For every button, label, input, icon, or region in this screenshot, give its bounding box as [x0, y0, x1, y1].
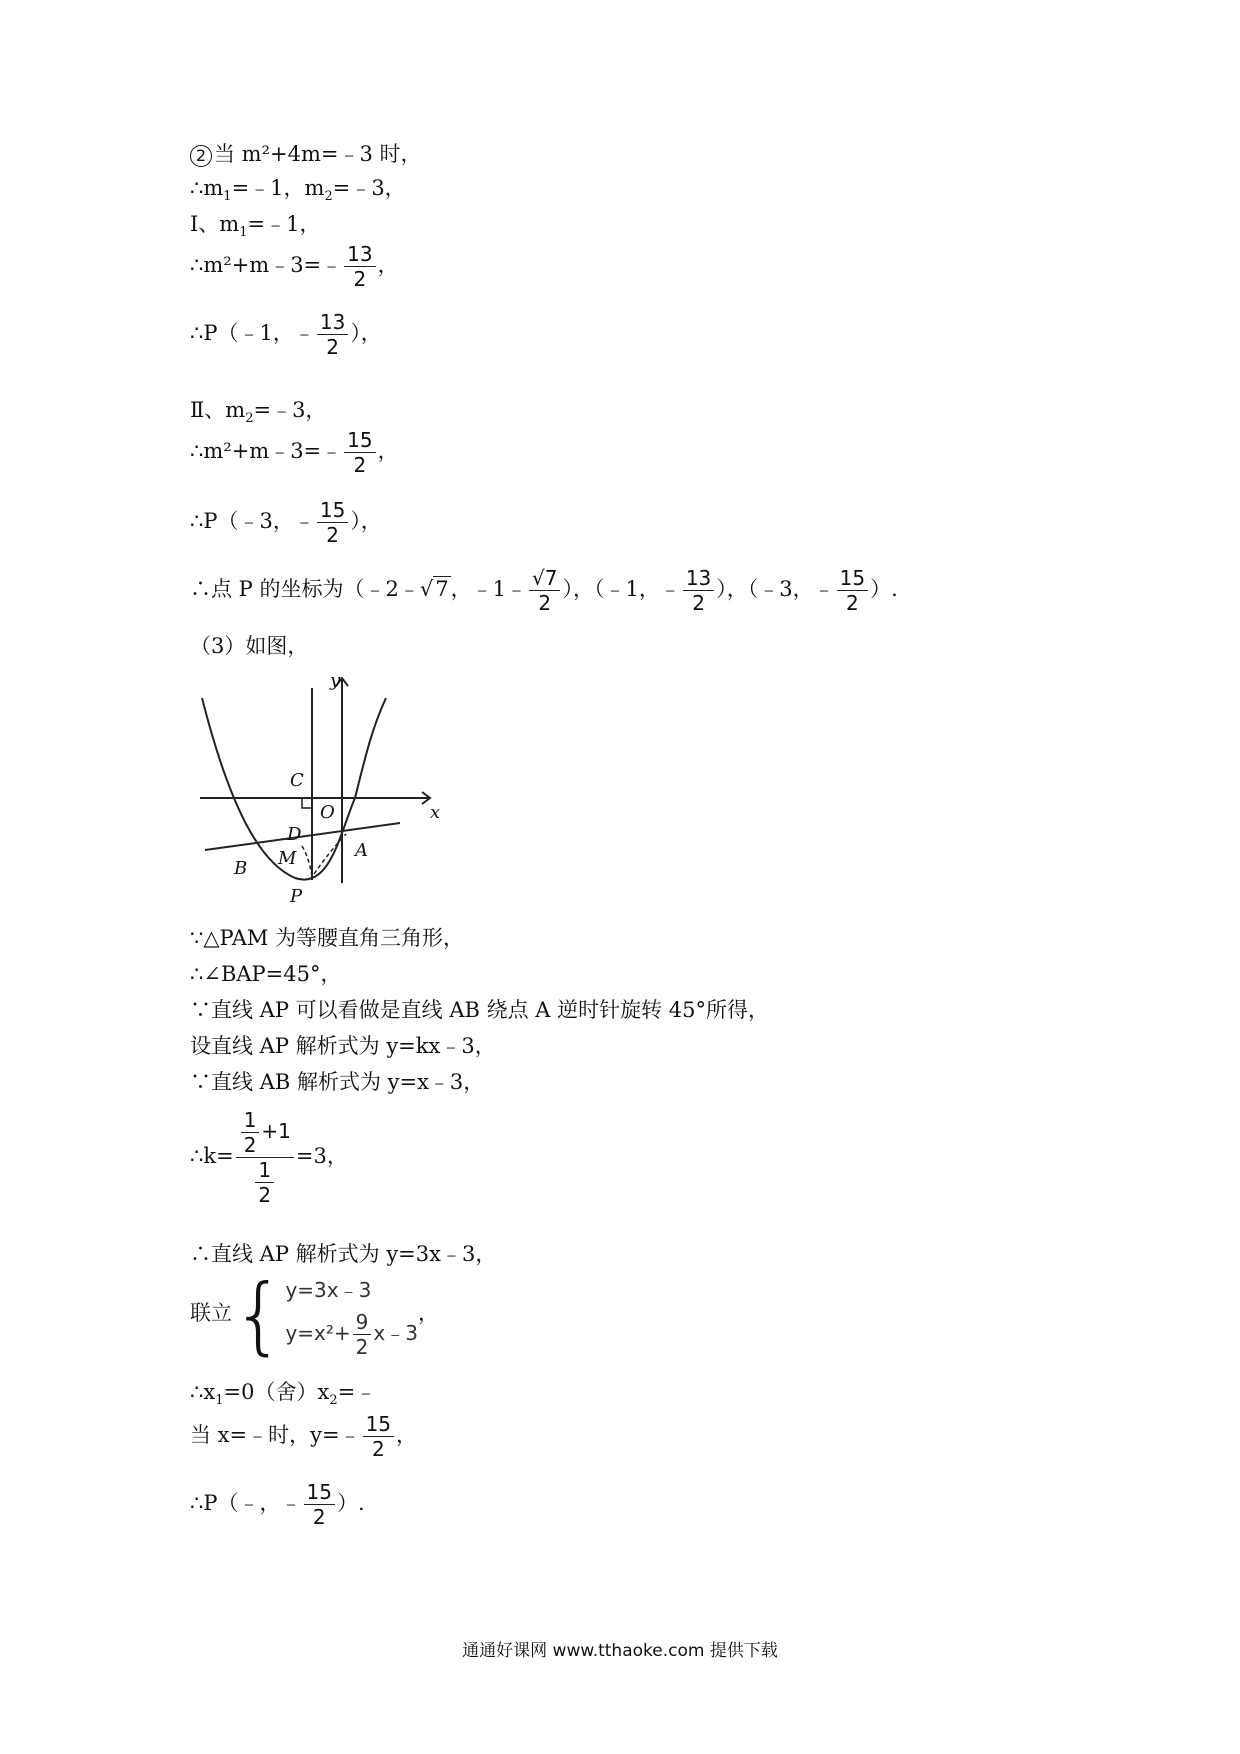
t: ∴∠BAP=45°， — [190, 962, 342, 986]
num: 1 — [255, 1158, 274, 1183]
fraction — [304, 1480, 335, 1529]
t: =﹣1， — [247, 212, 321, 236]
fraction — [317, 310, 348, 359]
equation-1: y=3x﹣3 — [285, 1278, 372, 1302]
t: Ⅰ、m — [190, 212, 240, 236]
label-x: x — [430, 802, 440, 823]
line-19 — [190, 1378, 377, 1409]
t: =﹣3， — [253, 398, 327, 422]
t: =﹣ — [337, 1380, 377, 1404]
t: ， — [396, 1423, 418, 1447]
fraction — [529, 566, 560, 615]
fraction — [683, 566, 714, 615]
t: ∵直线 AP 可以看做是直线 AB 绕点 A 逆时针旋转 45°所得， — [190, 998, 770, 1022]
line-12 — [190, 960, 342, 988]
sub: 2 — [329, 1393, 338, 1409]
den: 2 — [355, 1335, 369, 1359]
line-11 — [190, 924, 464, 952]
sub: 2 — [245, 411, 254, 427]
t: ∴x — [190, 1380, 216, 1404]
line-17 — [190, 1240, 496, 1268]
sub: 1 — [215, 1393, 224, 1409]
t: ∴直线 AP 解析式为 y=3x﹣3， — [190, 1242, 497, 1266]
t: ∴P（﹣1，﹣ — [190, 321, 315, 345]
den: 2 — [692, 591, 705, 615]
num: 13 — [344, 242, 375, 267]
t: +1 — [261, 1119, 291, 1143]
t: =0（舍）x — [223, 1380, 330, 1404]
sub: 1 — [223, 189, 232, 205]
line-2 — [190, 174, 406, 205]
sub: 2 — [324, 189, 333, 205]
den: 2 — [258, 1183, 272, 1207]
num: 15 — [363, 1412, 394, 1437]
t: Ⅱ、m — [190, 398, 246, 422]
t: ）， — [350, 509, 382, 533]
t: 联立 — [190, 1301, 232, 1325]
den: 2 — [371, 1437, 385, 1461]
line-9 — [190, 566, 898, 615]
num: 13 — [317, 310, 348, 335]
line-16 — [190, 1108, 348, 1207]
brace: { — [232, 1265, 286, 1364]
line-4 — [190, 242, 399, 291]
fraction — [317, 498, 348, 547]
t: ）. — [870, 577, 898, 601]
t: ∵直线 AB 解析式为 y=x﹣3， — [190, 1070, 485, 1094]
dashed-segment-mp — [302, 846, 312, 876]
t: ），（﹣3，﹣ — [716, 577, 835, 601]
num: 13 — [683, 566, 714, 591]
label-a: A — [355, 840, 368, 861]
t: ∴点 P 的坐标为（﹣2﹣ — [190, 577, 420, 601]
page-footer: 通通好课网 www.tthaoke.com 提供下载 — [462, 1641, 778, 1661]
line-21 — [190, 1480, 365, 1529]
label-m: M — [278, 848, 297, 869]
t: ∵△PAM 为等腰直角三角形， — [190, 926, 465, 950]
den: 2 — [353, 453, 367, 477]
line-1 — [190, 140, 422, 168]
t: ∴P（﹣，﹣ — [190, 1491, 302, 1515]
line-15 — [190, 1068, 484, 1096]
t: 当 x=﹣时，y=﹣ — [190, 1423, 361, 1447]
t: ，﹣1﹣ — [450, 577, 527, 601]
line-20 — [190, 1412, 417, 1461]
num: 9 — [353, 1310, 372, 1335]
line-8 — [190, 498, 382, 547]
num: 15 — [317, 498, 348, 523]
line-14 — [190, 1032, 496, 1060]
num: √7 — [529, 566, 560, 591]
line-7 — [190, 428, 399, 477]
den: 2 — [312, 1505, 326, 1529]
line-text: 当 m²+4m=﹣3 时， — [214, 142, 422, 166]
den: 2 — [353, 267, 367, 291]
equation-system — [285, 1270, 418, 1359]
num: 15 — [304, 1480, 335, 1505]
radicand: 7 — [435, 577, 449, 601]
t: x﹣3 — [373, 1321, 418, 1345]
label-o: O — [320, 802, 335, 823]
t: ， — [417, 1301, 439, 1325]
line-3 — [190, 210, 321, 241]
line-5 — [190, 310, 382, 359]
sqrt-sign: √ — [419, 577, 434, 601]
t: 设直线 AP 解析式为 y=kx﹣3， — [190, 1034, 496, 1058]
t: ）， — [350, 321, 382, 345]
label-b: B — [234, 858, 248, 879]
line-10 — [190, 632, 308, 660]
line-18 — [190, 1265, 439, 1364]
num: 15 — [344, 428, 375, 453]
line-6 — [190, 396, 327, 427]
t: =3， — [295, 1144, 348, 1168]
fraction — [353, 1310, 372, 1359]
den: 2 — [326, 523, 339, 547]
t: y=x²+ — [285, 1321, 351, 1345]
sub: 1 — [239, 225, 248, 241]
num: 15 — [837, 566, 868, 591]
line-13 — [190, 996, 769, 1024]
den: 2 — [846, 591, 859, 615]
label-d: D — [287, 824, 302, 845]
compound-fraction — [236, 1108, 294, 1207]
den: 2 — [538, 591, 552, 615]
compound-den — [236, 1158, 294, 1207]
right-angle-mark — [302, 798, 312, 808]
den: 2 — [326, 335, 339, 359]
den: 2 — [243, 1133, 257, 1157]
t: ∴m — [190, 176, 224, 200]
num: 1 — [241, 1108, 260, 1133]
fraction — [837, 566, 868, 615]
fraction — [344, 242, 375, 291]
sqrt — [420, 575, 451, 603]
fraction — [363, 1412, 394, 1461]
t: ， — [377, 253, 399, 277]
fraction — [241, 1108, 260, 1157]
label-c: C — [290, 770, 304, 791]
t: ∴m²+m﹣3=﹣ — [190, 439, 343, 463]
t: =﹣3， — [332, 176, 406, 200]
equation-2 — [285, 1310, 418, 1359]
t: ∴m²+m﹣3=﹣ — [190, 253, 343, 277]
t: ∴k= — [190, 1144, 234, 1168]
t: ∴P（﹣3，﹣ — [190, 509, 315, 533]
label-p: P — [290, 886, 303, 907]
t: ， — [377, 439, 399, 463]
label-y: y — [330, 670, 341, 691]
fraction — [255, 1158, 274, 1207]
t: ），（﹣1，﹣ — [562, 577, 681, 601]
t: =﹣1，m — [231, 176, 325, 200]
parabola-figure — [190, 668, 440, 908]
t: （3）如图， — [190, 634, 309, 658]
compound-num — [236, 1108, 294, 1158]
circled-number: 2 — [190, 145, 212, 167]
fraction — [344, 428, 375, 477]
t: ）. — [336, 1491, 365, 1515]
